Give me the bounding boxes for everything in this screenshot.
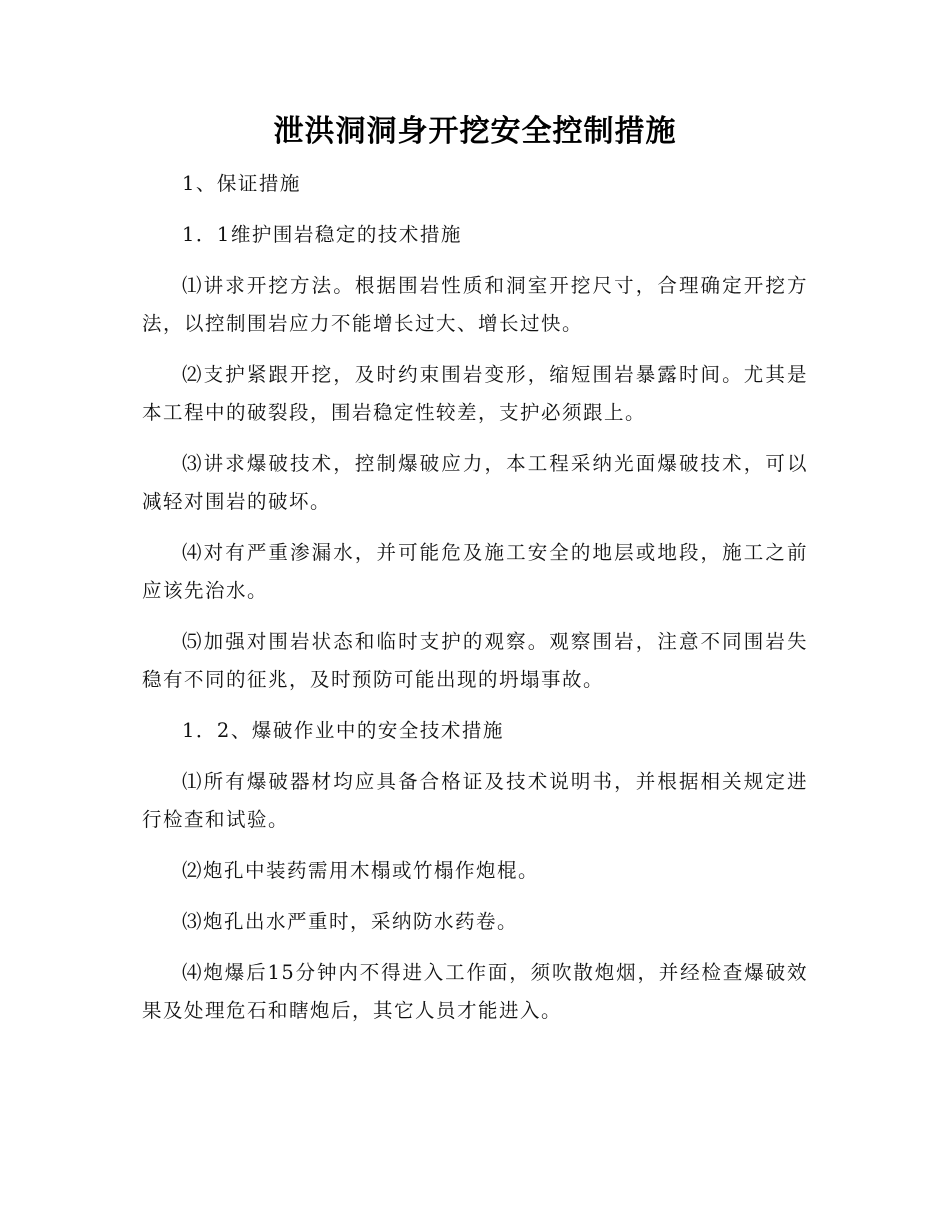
paragraph-charging-rod: ⑵炮孔中装药需用木榻或竹榻作炮棍。 xyxy=(182,859,540,882)
document-body xyxy=(142,165,808,1043)
paragraph-support-follow: ⑵支护紧跟开挖，及时约束围岩变形，缩短围岩暴露时间。尤其是本工程中的破裂段，围岩稳定性较差，支护必须跟上。 xyxy=(142,363,808,424)
subsection-heading-blasting-safety: 1．2、爆破作业中的安全技术措施 xyxy=(182,719,504,742)
subsection-heading-rock-stability: 1．1维护围岩稳定的技术措施 xyxy=(182,223,462,246)
paragraph-water-control: ⑷对有严重渗漏水，并可能危及施工安全的地层或地段，施工之前应该先治水。 xyxy=(142,541,808,602)
paragraph-excavation-method: ⑴讲求开挖方法。根据围岩性质和洞室开挖尺寸，合理确定开挖方法，以控制围岩应力不能增长过大、增长过快。 xyxy=(142,274,808,335)
section-heading-guarantee: 1、保证措施 xyxy=(182,172,301,195)
paragraph-blasting-materials: ⑴所有爆破器材均应具备合格证及技术说明书，并根据相关规定进行检查和试验。 xyxy=(142,770,808,831)
page-title: 泄洪洞洞身开挖安全控制措施 xyxy=(273,114,677,149)
paragraph-waterproof-cartridge: ⑶炮孔出水严重时，采纳防水药卷。 xyxy=(182,910,519,933)
paragraph-post-blast-entry: ⑷炮爆后15分钟内不得进入工作面，须吹散炮烟，并经检查爆破效果及处理危石和瞎炮后，其它人员才能进入。 xyxy=(142,961,808,1022)
paragraph-blasting-technique: ⑶讲求爆破技术，控制爆破应力，本工程采纳光面爆破技术，可以减轻对围岩的破坏。 xyxy=(142,452,808,513)
paragraph-rock-observation: ⑸加强对围岩状态和临时支护的观察。观察围岩，注意不同围岩失稳有不同的征兆，及时预防可能出现的坍塌事故。 xyxy=(142,630,808,691)
